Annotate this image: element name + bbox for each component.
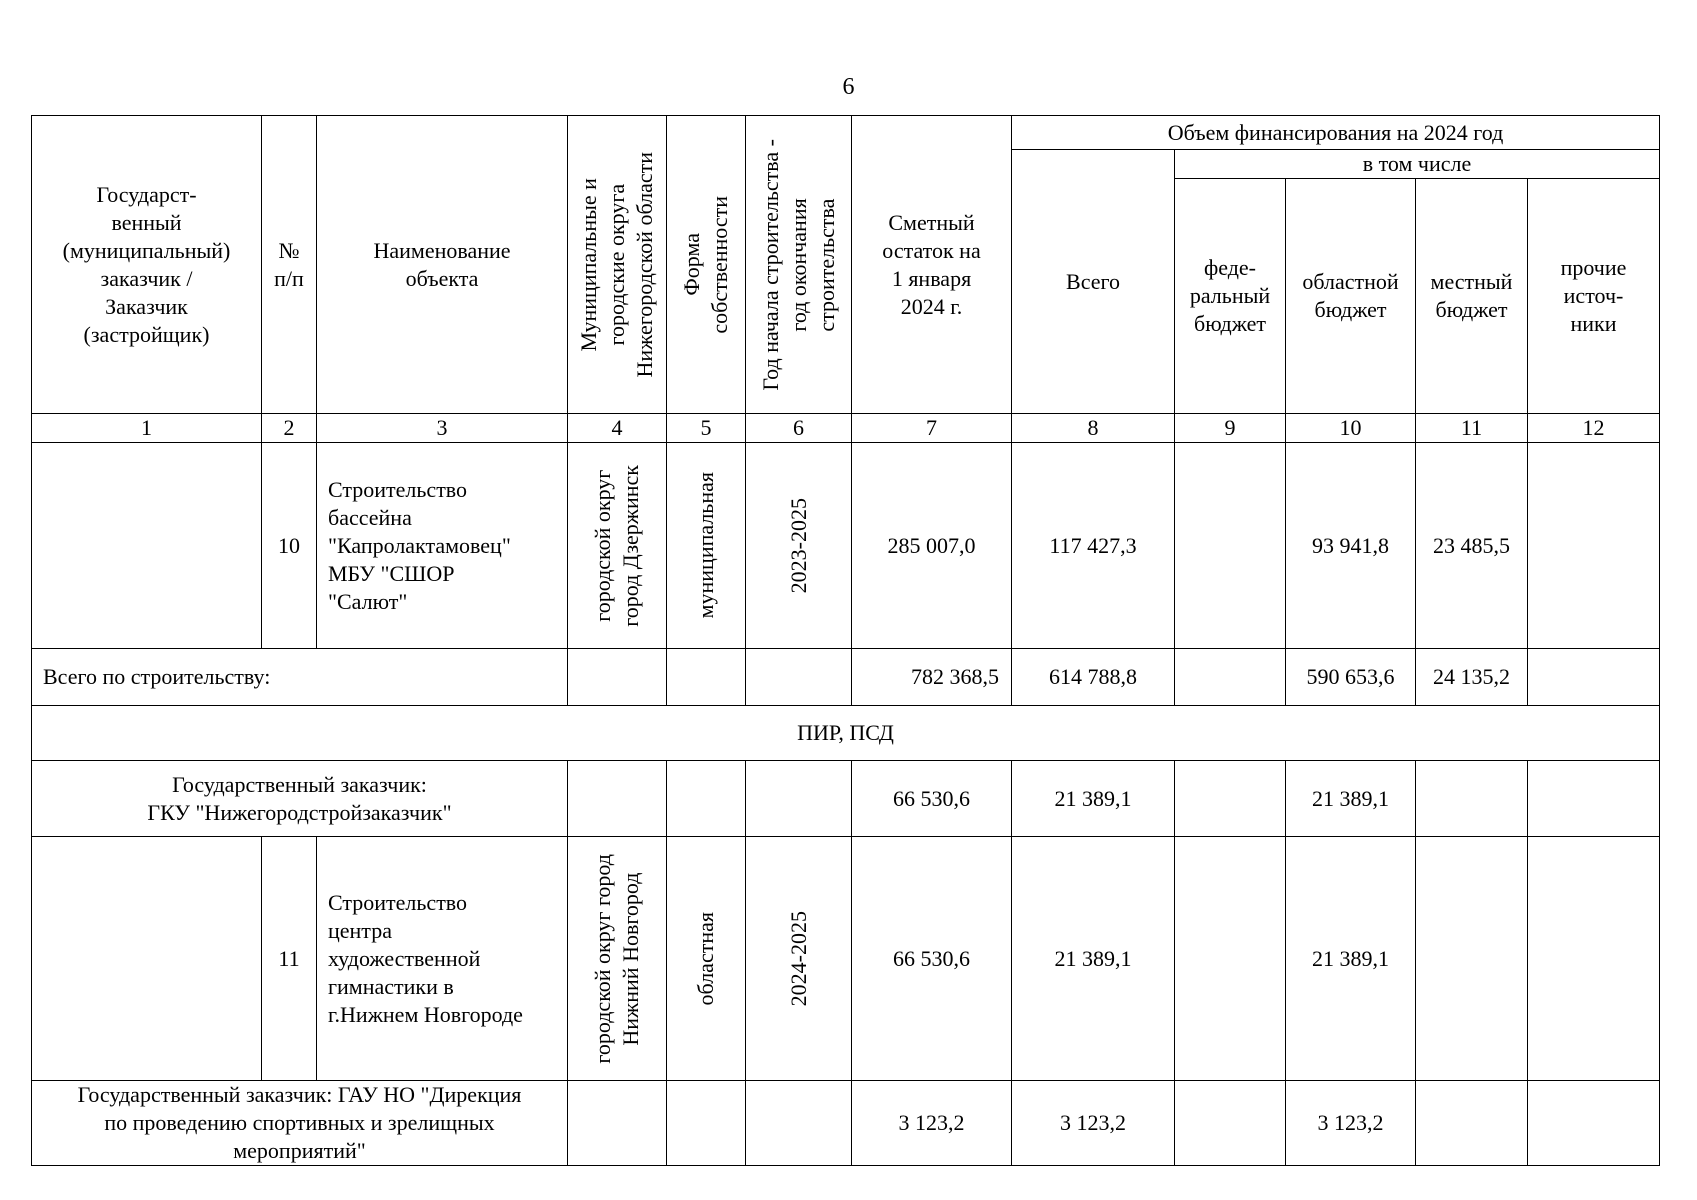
column-number: 7	[852, 414, 1012, 443]
local-value	[1416, 837, 1528, 1081]
column-numbers-row	[32, 414, 1660, 443]
header-regional: областной бюджет	[1286, 179, 1416, 414]
column-number: 4	[568, 414, 667, 443]
estimate-value: 66 530,6	[852, 837, 1012, 1081]
item-number: 11	[262, 837, 317, 1081]
column-number: 1	[32, 414, 262, 443]
total-construction-label: Всего по строительству:	[32, 649, 568, 706]
empty-cell	[746, 1081, 852, 1166]
empty-cell	[667, 761, 746, 837]
page-number: 6	[842, 74, 855, 100]
header-including: в том числе	[1175, 150, 1660, 179]
total-value: 3 123,2	[1012, 1081, 1175, 1166]
column-number: 10	[1286, 414, 1416, 443]
empty-cell	[746, 649, 852, 706]
table-row-item-11	[32, 837, 1660, 1081]
column-number: 5	[667, 414, 746, 443]
years-cell: 2024-2025	[746, 837, 852, 1081]
total-value: 21 389,1	[1012, 837, 1175, 1081]
municipality-cell: городской округ город Нижний Новгород	[568, 837, 667, 1081]
header-num: № п/п	[262, 116, 317, 414]
header-municipality: Муниципальные и городские округа Нижегородской области	[568, 116, 667, 414]
header-estimate: Сметный остаток на 1 января 2024 г.	[852, 116, 1012, 414]
column-number: 8	[1012, 414, 1175, 443]
federal-value	[1175, 761, 1286, 837]
ownership-cell: областная	[667, 837, 746, 1081]
empty-cell	[568, 649, 667, 706]
regional-value: 590 653,6	[1286, 649, 1416, 706]
other-value	[1528, 761, 1660, 837]
object-name: Строительство центра художественной гимнастики в г.Нижнем Новгороде	[317, 837, 568, 1081]
item-number: 10	[262, 443, 317, 649]
customer-cell	[32, 837, 262, 1081]
other-value	[1528, 649, 1660, 706]
table-row-section	[32, 706, 1660, 761]
other-value	[1528, 443, 1660, 649]
customer-cell	[32, 443, 262, 649]
column-number: 2	[262, 414, 317, 443]
ownership-cell: муниципальная	[667, 443, 746, 649]
regional-value: 3 123,2	[1286, 1081, 1416, 1166]
column-number: 12	[1528, 414, 1660, 443]
total-value: 21 389,1	[1012, 761, 1175, 837]
regional-value: 21 389,1	[1286, 761, 1416, 837]
financing-table	[31, 115, 1660, 1166]
total-value: 117 427,3	[1012, 443, 1175, 649]
header-ownership: Форма собственности	[667, 116, 746, 414]
local-value	[1416, 761, 1528, 837]
federal-value	[1175, 649, 1286, 706]
regional-value: 21 389,1	[1286, 837, 1416, 1081]
customer-label: Государственный заказчик: ГАУ НО "Дирекция по проведению спортивных и зрелищных мероприятий"	[32, 1081, 568, 1166]
municipality-cell: городской округ город Дзержинск	[568, 443, 667, 649]
regional-value: 93 941,8	[1286, 443, 1416, 649]
header-local: местный бюджет	[1416, 179, 1528, 414]
estimate-value: 782 368,5	[852, 649, 1012, 706]
estimate-value: 285 007,0	[852, 443, 1012, 649]
table-row-total-construction	[32, 649, 1660, 706]
header-federal: феде- ральный бюджет	[1175, 179, 1286, 414]
header-financing-group: Объем финансирования на 2024 год	[1012, 116, 1660, 150]
federal-value	[1175, 443, 1286, 649]
table-row-item-10	[32, 443, 1660, 649]
other-value	[1528, 837, 1660, 1081]
object-name: Строительство бассейна "Капролактамовец" МБУ "СШОР "Салют"	[317, 443, 568, 649]
federal-value	[1175, 837, 1286, 1081]
section-title: ПИР, ПСД	[32, 706, 1660, 761]
other-value	[1528, 1081, 1660, 1166]
empty-cell	[667, 649, 746, 706]
local-value: 23 485,5	[1416, 443, 1528, 649]
table-row-customer-gku	[32, 761, 1660, 837]
header-other: прочие источ- ники	[1528, 179, 1660, 414]
table-row-customer-gau	[32, 1081, 1660, 1166]
customer-label: Государственный заказчик: ГКУ "Нижегородстройзаказчик"	[32, 761, 568, 837]
header-years: Год начала строительства - год окончания строительства	[746, 116, 852, 414]
empty-cell	[568, 761, 667, 837]
column-number: 9	[1175, 414, 1286, 443]
years-cell: 2023-2025	[746, 443, 852, 649]
local-value: 24 135,2	[1416, 649, 1528, 706]
column-number: 3	[317, 414, 568, 443]
column-number: 11	[1416, 414, 1528, 443]
federal-value	[1175, 1081, 1286, 1166]
header-object-name: Наименование объекта	[317, 116, 568, 414]
estimate-value: 3 123,2	[852, 1081, 1012, 1166]
header-total: Всего	[1012, 150, 1175, 414]
column-number: 6	[746, 414, 852, 443]
header-customer: Государст- венный (муниципальный) заказчик / Заказчик (застройщик)	[32, 116, 262, 414]
empty-cell	[746, 761, 852, 837]
empty-cell	[568, 1081, 667, 1166]
estimate-value: 66 530,6	[852, 761, 1012, 837]
local-value	[1416, 1081, 1528, 1166]
empty-cell	[667, 1081, 746, 1166]
total-value: 614 788,8	[1012, 649, 1175, 706]
